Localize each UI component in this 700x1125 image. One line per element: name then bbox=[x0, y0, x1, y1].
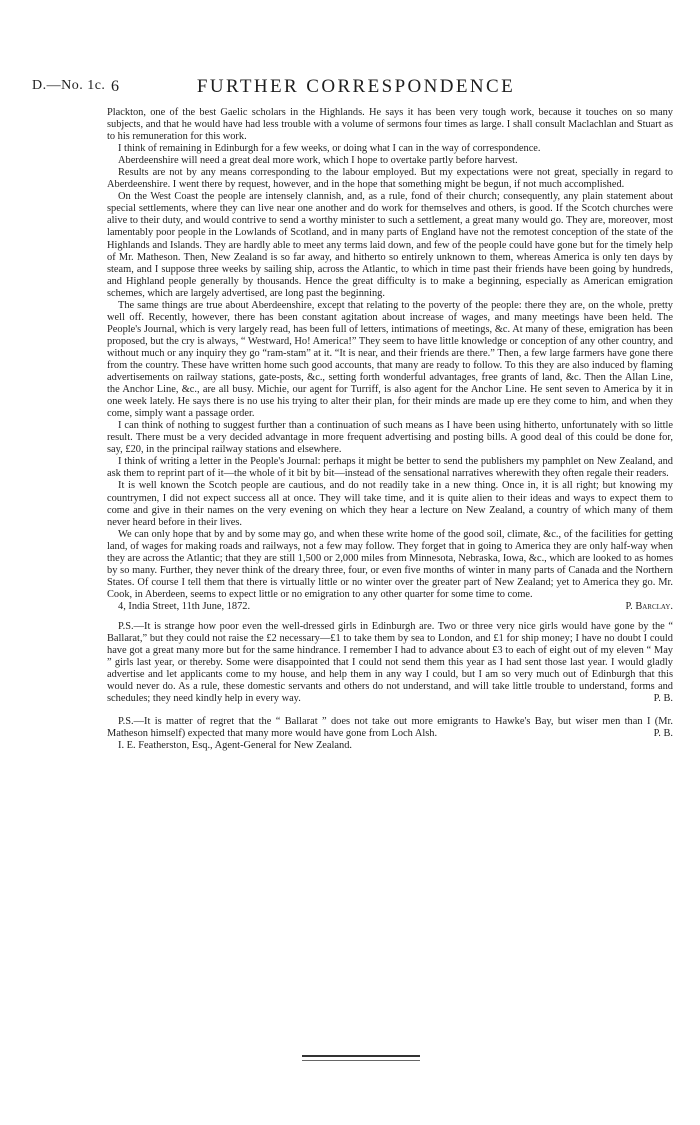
postscript-2-initials: P. B. bbox=[653, 728, 673, 740]
end-rule bbox=[302, 1055, 420, 1061]
dateline-row bbox=[107, 601, 673, 613]
postscript-1-initials: P. B. bbox=[653, 693, 673, 705]
paragraph: The same things are true about Aberdeenshire, except that relating to the poverty of the people: there they are, on the whole, pretty well off. Recently, however, there has been constant agitation about increase of wages, and many meetings have been held. The People's Journal, which is very largely read, has been full of letters, intimations of meetings, &c. At many of these, emigration has been proposed, but the cry is always, “ Westward, Ho! America!” They seem to have little knowledge or conception of any other country, and without much or any inquiry they go “ram-stam” at it. “It is near, and their friends are there.” Then, a few large farmers have gone there from the country. These have written home such good accounts, that many are ready to follow. To this they are also induced by flaming advertisements on railway stations, gate-posts, &c., setting forth wonderful advantages, free grants of land, &c. Then the Allan Line, the Anchor Line, &c., are all busy. Michie, our agent for Turriff, is also agent for the Anchor Line. He sent seven to America by it in one week lately. He says there is no use his trying to alter their plan, for their minds are made up ere they come to him, and when they come, simply want a passage order. bbox=[107, 299, 673, 420]
page-number: 6 bbox=[111, 78, 119, 95]
paragraph: I think of writing a letter in the People's Journal: perhaps it might be better to send the publishers my pamphlet on New Zealand, and ask them to reprint part of it—the whole of it bit by bit—instead of the sensational narratives wherewith they often regale their readers. bbox=[107, 456, 673, 480]
page-header bbox=[32, 78, 680, 100]
postscript-2 bbox=[107, 716, 673, 740]
paragraph: We can only hope that by and by some may go, and when these write home of the good soil, climate, &c., of the facilities for getting land, of wages for making roads and railways, not a few may follow. They forget that in going to America they are only half-way when they are across the Atlantic; that they are still 1,500 or 2,000 miles from Minnesota, Nebraska, Iowa, &c., which are looked to as homes by so many. Further, they never think of the dreary three, four, or even five months of winter in many parts of Canada and the Northern States. Of course I tell them that there is virtually little or no winter over the greater part of New Zealand; yet to America they go. Mr. Cook, in Aberdeen, seems to expect little or no emigration to any other quarter for some time to come. bbox=[107, 528, 673, 600]
paragraph: I can think of nothing to suggest further than a continuation of such means as I have been using hitherto, unfortunately with so little result. There must be a very decided advantage in more frequent advertising and posting bills. A good deal of this could be done for, say, £20, in the principal railway stations and elsewhere. bbox=[107, 420, 673, 456]
paragraph: Aberdeenshire will need a great deal more work, which I hope to overtake partly before harvest. bbox=[118, 155, 518, 167]
paragraph: On the West Coast the people are intensely clannish, and, as a rule, fond of their church; consequently, any plain statement about special settlements, where they can live near one another and do work for themselves and others, is good. If the Scotch churches were alive to their duty, and would contrive to send a worthy minister to such a settlement, a great many would go. They are, moreover, most lamentably poor people in the Lowlands of Scotland, and in many parts of England have not the remotest conception of the state of the Highlands and Islands. They are hardly able to meet any terms laid down, and few of the people could have gone but for the timely help of Mr. Matheson. Then, New Zealand is so far away, and hitherto so entirely unknown to them, whereas America is only ten days by steam, and I suppose three weeks by sailing ship, across the Atlantic, to which in time past their friends have been going by hundreds, and Highland people generally by thousands. Hence the great difficulty is to make a beginning, especially as American emigration schemes, which are largely advertised, are long past the beginning. bbox=[107, 191, 673, 299]
postscript-1-text: P.S.—It is strange how poor even the well-dressed girls in Edinburgh are. Two or three very nice girls would have gone by the “ Ballarat,” but they could not raise the £2 necessary—£1 to take them by sea to London, and £1 for ship money; I have no doubt I could have got a great many more but for the same hindrance. I remember I had to advance about £3 to each of eight out of my eleven “ May ” girls last year, or thereby. Some were disappointed that I could not send them this year as I had sent those last year. I would gladly advertise and let applicants come to my house, and help them in any way I could, but I am so very much out of Edinburgh that this would never do. As a rule, these domestic servants and others do not understand, and will take little trouble to understand, forms and schedules; they need kindly help in every way. bbox=[107, 620, 673, 705]
addressee: I. E. Featherston, Esq., Agent-General for New Zealand. bbox=[118, 740, 352, 752]
letter-body bbox=[107, 107, 673, 752]
paragraph: Plackton, one of the best Gaelic scholars in the Highlands. He says it has been very tough work, because it touches on so many subjects, and that he would have had less trouble with a volume of sermons four times as large. I shall consult Maclachlan and Stuart as to his remuneration for this work. bbox=[107, 107, 673, 143]
paragraph: I think of remaining in Edinburgh for a few weeks, or doing what I can in the way of correspondence. bbox=[118, 143, 541, 155]
document-reference: D.—No. 1c. bbox=[32, 78, 106, 93]
signature: P. Barclay. bbox=[625, 600, 673, 612]
postscript-2-text: P.S.—It is matter of regret that the “ Ballarat ” does not take out more emigrants to Hawke's Bay, but wiser men than I (Mr. Matheson himself) expected that many more would have gone from Loch Alsh. bbox=[107, 716, 673, 740]
page-title: FURTHER CORRESPONDENCE bbox=[196, 76, 516, 97]
paragraph: Results are not by any means corresponding to the labour employed. But my expectations were not great, specially in regard to Aberdeenshire. I went there by request, however, and in the hope that something might be begun, if not much accomplished. bbox=[107, 167, 673, 191]
paragraph: It is well known the Scotch people are cautious, and do not readily take in a new thing. Once in, it is all right; but knowing my countrymen, I did not expect success all at once. They will take time, and it is quite alien to their ideas and ways to expect them to come and give in their names on the very evening on which they hear a lecture on New Zealand, a country of which many of them never heard before in their lives. bbox=[107, 480, 673, 528]
dateline: 4, India Street, 11th June, 1872. bbox=[118, 600, 251, 612]
postscript-1 bbox=[107, 621, 673, 705]
